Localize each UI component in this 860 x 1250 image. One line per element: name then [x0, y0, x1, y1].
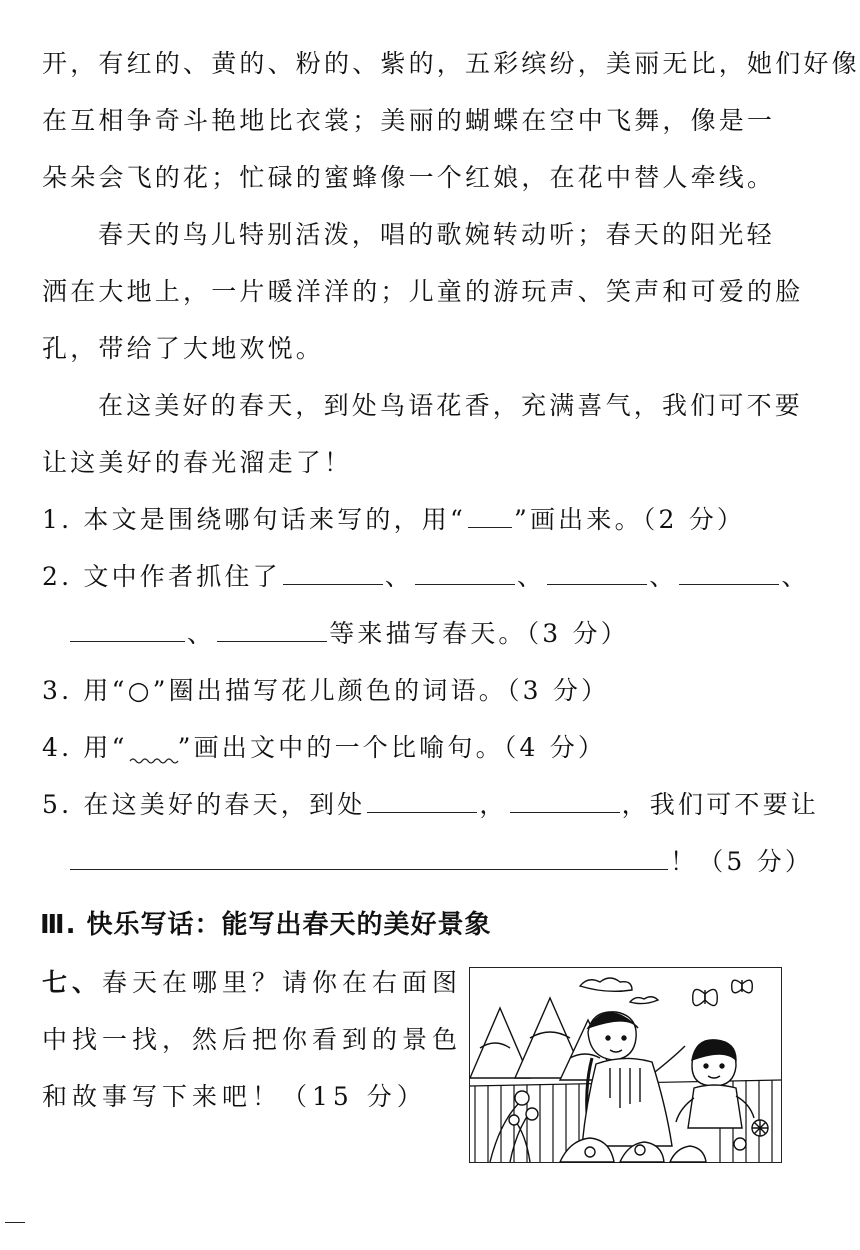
passage-p1-line3: 朵朵会飞的花；忙碌的蜜蜂像一个红娘，在花中替人牵线。 — [42, 163, 776, 192]
question-7-line1 — [42, 963, 462, 1003]
question-1-text-end: ”画出来。（2 分） — [513, 505, 746, 534]
question-5-text-mid: ，我们可不要让 — [621, 790, 820, 819]
question-5-text-start: 5. 在这美好的春天，到处 — [42, 790, 366, 819]
question-1-text-start: 1. 本文是围绕哪句话来写的，用“ — [42, 505, 466, 534]
cloud-icon — [580, 978, 632, 991]
passage-p1-line2: 在互相争奇斗艳地比衣裳；美丽的蝴蝶在空中飞舞，像是一 — [42, 106, 776, 135]
answer-blank[interactable] — [415, 558, 515, 585]
cloud-icon — [630, 997, 658, 1004]
question-7-line3: 和故事写下来吧！（15 分） — [42, 1082, 427, 1111]
separator: 、 — [187, 619, 216, 648]
question-5-text-end: ！（5 分） — [670, 847, 814, 876]
question-4 — [42, 728, 606, 768]
butterfly-icon — [732, 980, 753, 993]
boy-figure — [676, 1040, 754, 1128]
answer-blank[interactable] — [70, 843, 668, 870]
separator: 、 — [384, 562, 414, 591]
passage-p1-line1: 开，有红的、黄的、粉的、紫的，五彩缤纷，美丽无比，她们好像 — [42, 49, 860, 78]
separator: 、 — [649, 562, 678, 591]
question-7-text-1: 春天在哪里？请你在右面图 — [102, 968, 463, 997]
girl-figure — [582, 1012, 685, 1146]
separator: 、 — [517, 562, 546, 591]
question-5-line2 — [68, 842, 813, 882]
answer-blank[interactable] — [283, 558, 383, 585]
passage-p2-line2: 洒在大地上，一片暖洋洋的；儿童的游玩声、笑声和可爱的脸 — [42, 277, 804, 306]
separator: 、 — [781, 562, 810, 591]
answer-blank[interactable] — [367, 786, 477, 813]
separator: ， — [479, 790, 508, 819]
question-4-text-start: 4. 用“ — [42, 733, 128, 762]
passage-p2-line1: 春天的鸟儿特别活泼，唱的歌婉转动听；春天的阳光轻 — [98, 220, 775, 249]
answer-blank[interactable] — [510, 786, 620, 813]
question-2-text: 2. 文中作者抓住了 — [42, 562, 281, 591]
spring-scene-illustration — [469, 967, 782, 1163]
question-4-text-end: ”画出文中的一个比喻句。（4 分） — [177, 733, 607, 762]
question-7-line2: 中找一找，然后把你看到的景色 — [42, 1025, 463, 1054]
question-7-number: 七、 — [42, 968, 103, 997]
passage-p3-line1: 在这美好的春天，到处鸟语花香，充满喜气，我们可不要 — [98, 391, 804, 420]
passage-p3-line2: 让这美好的春光溜走了！ — [42, 448, 353, 477]
question-5-line1 — [42, 785, 819, 825]
question-2-text-end: 等来描写春天。（3 分） — [329, 619, 629, 648]
answer-blank[interactable] — [70, 615, 185, 642]
question-3: 3. 用“○”圈出描写花儿颜色的词语。（3 分） — [42, 676, 610, 705]
answer-blank[interactable] — [547, 558, 647, 585]
question-1 — [42, 500, 745, 540]
answer-blank[interactable] — [679, 558, 779, 585]
butterfly-icon — [693, 990, 718, 1006]
wavy-underline-sample — [128, 730, 178, 756]
question-2-line1 — [42, 557, 810, 597]
answer-blank[interactable] — [217, 615, 327, 642]
section-title: Ⅲ. 快乐写话：能写出春天的美好景象 — [40, 910, 492, 940]
question-2-line2 — [68, 614, 629, 654]
page-corner-mark — [5, 1222, 25, 1223]
question-1-underline-sample — [468, 501, 512, 528]
passage-p2-line3: 孔，带给了大地欢悦。 — [42, 334, 325, 363]
